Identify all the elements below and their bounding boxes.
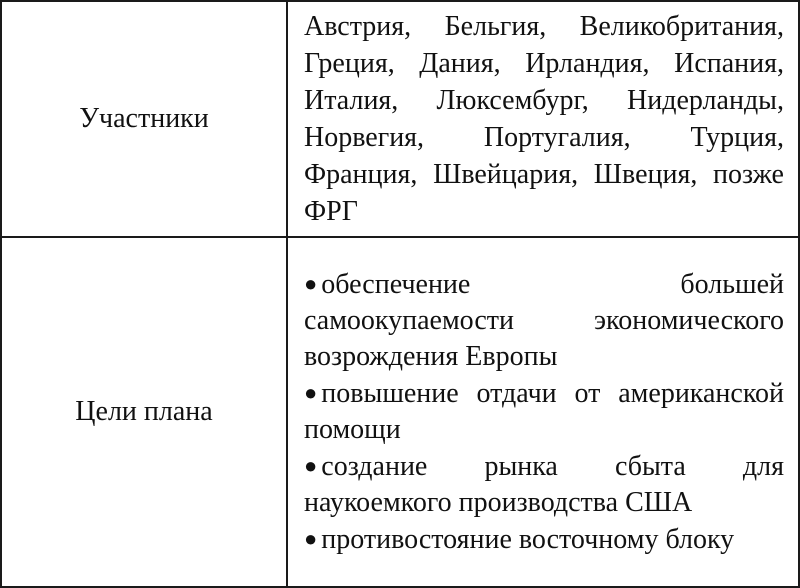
content-cell — [287, 1, 799, 237]
row-label-participants: Участники — [79, 103, 209, 134]
row-label-goals: Цели плана — [75, 396, 213, 427]
participants-list: Австрия, Бельгия, Великобритания, Греция, Дания, Ирландия, Испания, Италия, Люксембург, Нидерланды, Норвегия, Португалия, Турция, Франция, Швейцария, Швеция, позже ФРГ — [304, 11, 784, 227]
content-cell — [287, 237, 799, 587]
label-cell — [1, 237, 287, 587]
label-cell — [1, 1, 287, 237]
goal-text: обеспечение большей самоокупаемости экономического возрождения Европы — [304, 269, 784, 372]
bullet-dot-icon: ● — [304, 526, 318, 551]
goal-item — [304, 521, 784, 558]
bullet-dot-icon: ● — [304, 453, 318, 478]
table-row-goals — [1, 237, 799, 587]
goal-text: противостояние восточному блоку — [321, 524, 735, 555]
goal-text: создание рынка сбыта для наукоемкого производства США — [304, 451, 784, 518]
goal-item — [304, 266, 784, 375]
goal-text: повышение отдачи от американской помощи — [304, 378, 784, 445]
goal-item — [304, 375, 784, 448]
bullet-dot-icon: ● — [304, 380, 318, 405]
goal-item — [304, 448, 784, 521]
table-row-participants — [1, 1, 799, 237]
bullet-dot-icon: ● — [304, 271, 318, 296]
